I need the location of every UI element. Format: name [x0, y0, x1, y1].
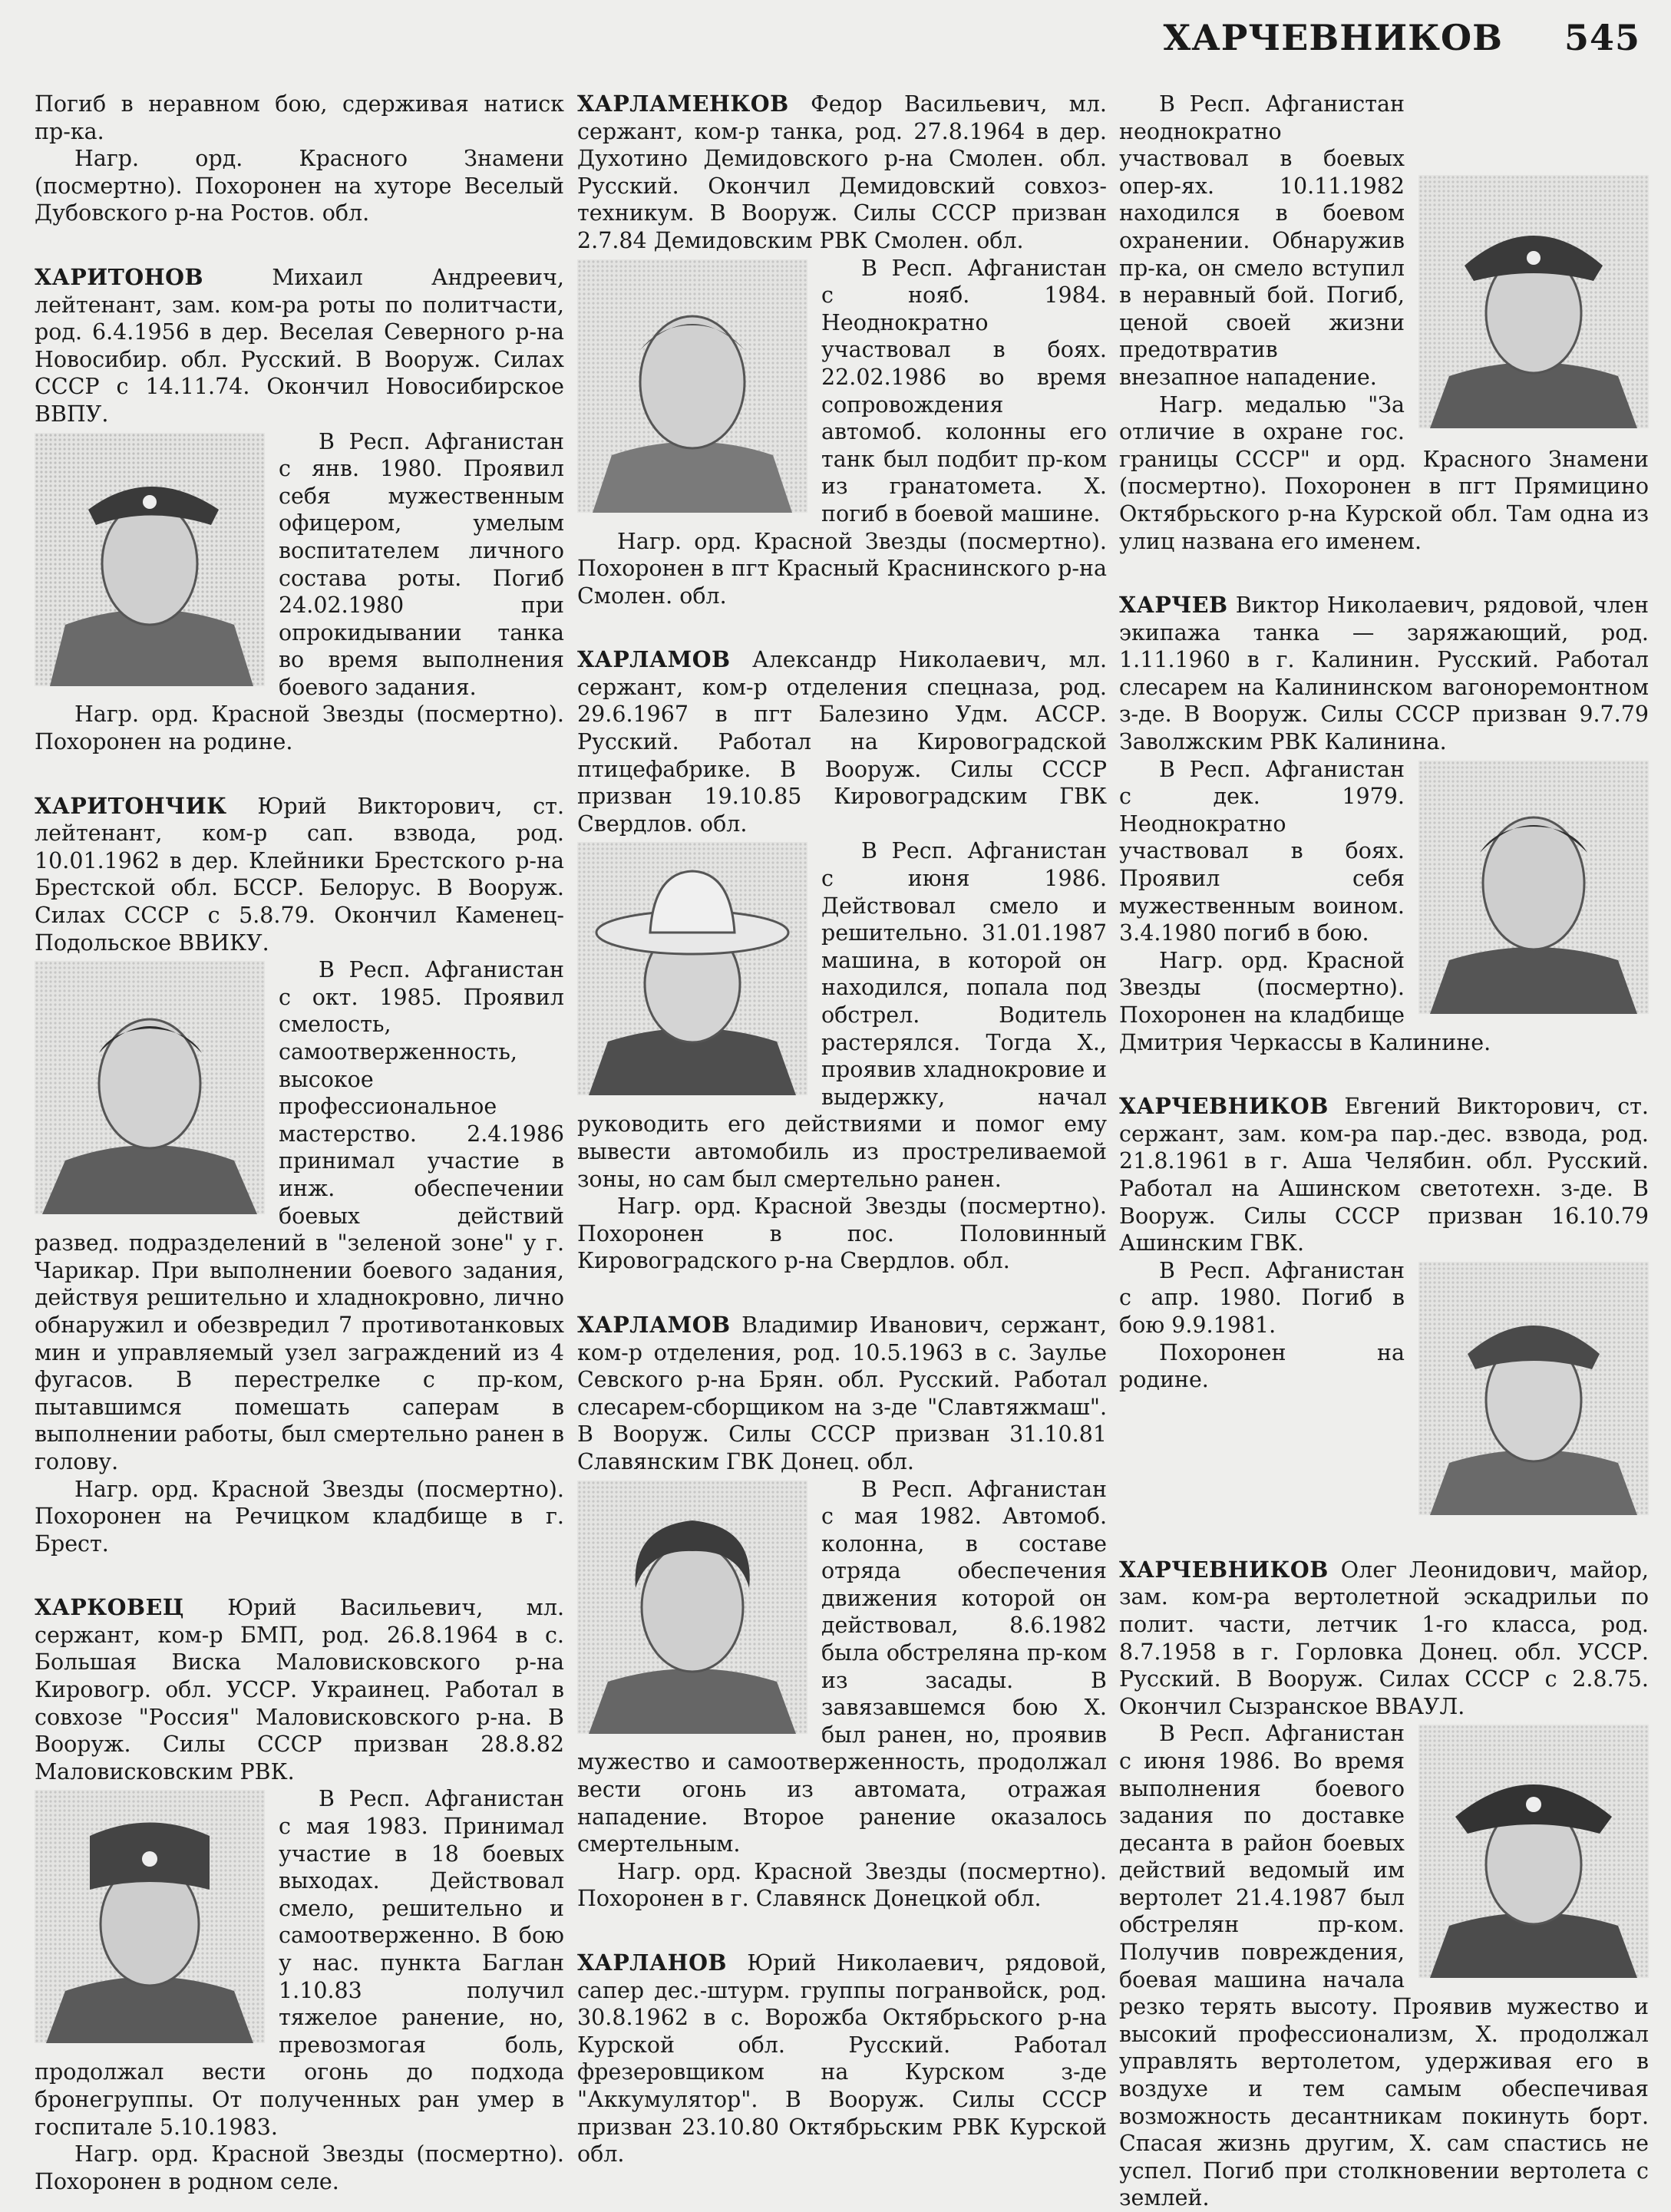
portrait-photo [1418, 175, 1649, 428]
portrait-photo [1418, 1725, 1649, 1978]
entry-surname: ХАРЛАМОВ [577, 646, 731, 673]
entry-paragraph [577, 1950, 1107, 2168]
portrait-photo [1418, 1262, 1649, 1515]
entry-paragraph: Нагр. медалью "За отличие в охране гос. границы СССР" и орд. Красного Знамени (посмертно). Похоронен в пгт Прямицино Октябрьского р-на Курской обл. Там одна из улиц названа его именем. [1119, 391, 1649, 554]
entry-text: Федор Васильевич, мл. сержант, ком-р танка, род. 27.8.1964 в дер. Духотино Демидовского р-на Смолен. обл. Русский. Окончил Демидовский совхоз-техникум. В Вооруж. Силы СССР призван 2.7.84 Демидовским РВК Смолен. обл. [577, 91, 1107, 253]
portrait-photo [1418, 761, 1649, 1014]
entry-paragraph: В Респ. Афганистан с июня 1986. Во время выполнения боевого задания по доставке десанта в район боевых действий ведомый им вертолет 21.4.1987 был обстрелян пр-ком. Получив повреждения, боевая машина начала резко терять высоту. Проявив мужество и высокий профессионализм, Х. продолжал управлять вертолетом, удерживая его в воздухе и тем самым обеспечивая возможность десантникам покинуть борт. Спасая жизнь другим, Х. сам спастись не успел. Погиб при столкновении вертолета с землей. [1119, 1721, 1649, 2211]
entry-text: Юрий Васильевич, мл. сержант, ком-р БМП, род. 26.8.1964 в с. Большая Виска Маловисковского р-на Кировогр. обл. УССР. Украинец. Работал в совхозе "Россия" Маловисковского р-на. В Вооруж. Силы СССР призван 28.8.82 Маловисковским РВК. [35, 1595, 564, 1784]
entry-paragraph [1119, 592, 1649, 756]
entry-kharitonchik [35, 793, 564, 1558]
entry-surname: ХАРИТОНОВ [35, 263, 204, 290]
entry-paragraph: В Респ. Афганистан с нояб. 1984. Неоднократно участвовал в боях. 22.02.1986 во время сопровождения автомоб. колонны его танк был подбит пр-ком из гранатомета. Х. погиб в боевой машине. [821, 255, 1107, 527]
entry-text: Юрий Викторович, ст. лейтенант, ком-р сап. взвода, род. 10.01.1962 в дер. Клейники Брестского р-на Брестской обл. БССР. Белорус. В Вооруж. Силах СССР с 5.8.79. Окончил Каменец-Подольское ВВИКУ. [35, 793, 564, 956]
portrait-image [35, 961, 265, 1214]
entry-paragraph: В Респ. Афганистан с апр. 1980. Погиб в бою 9.9.1981. [1119, 1257, 1405, 1338]
entry-paragraph: Нагр. орд. Красной Звезды (посмертно). Похоронен в пос. Половинный Кировоградского р-на Свердлов. обл. [577, 1193, 1107, 1274]
entry-paragraph [35, 793, 564, 957]
entry-surname: ХАРЛАМОВ [577, 1311, 731, 1338]
entry-paragraph: В Респ. Афганистан с янв. 1980. Проявил себя мужественным офицером, умелым воспитателем личного состава роты. Погиб 24.02.1980 при опрокидывании танка во время выполнения боевого задания. [279, 428, 564, 700]
entry-kharlamenkov [577, 91, 1107, 609]
entry-text: Виктор Николаевич, рядовой, член экипажа танка — заряжающий, род. 1.11.1960 в г. Калинин. Русский. Работал слесарем на Калининском вагоноремонтном з-де. В Вооруж. Силы СССР призван 9.7.79 Заволжским РВК Калинина. [1119, 593, 1649, 755]
entry-surname: ХАРЛАМЕНКОВ [577, 91, 789, 117]
entry-paragraph: Нагр. орд. Красной Звезды (посмертно). Похоронен на кладбище Дмитрия Черкассы в Калинине. [1119, 947, 1491, 1055]
portrait-image [1418, 175, 1649, 428]
entry-text: Юрий Николаевич, рядовой, сапер дес.-штурм. группы погранвойск, род. 30.8.1962 в с. Ворожба Октябрьского р-на Курской обл. Русский. Работал фрезеровщиком на Курском з-де "Аккумулятор". В Вооруж. Силы СССР призван 23.10.80 Октябрьским РВК Курской обл. [577, 1950, 1107, 2167]
entry-paragraph: В Респ. Афганистан с окт. 1985. Проявил смелость, самоотверженность, высокое профессиональное мастерство. 2.4.1986 принимал участие в инж. обеспечении боевых действий развед. подразделений в "зеленой зоне" у г. Чарикар. При выполнении боевого задания, действуя решительно и хладнокровно, лично обнаружил и обезвредил 7 противотанковых мин и управляемый узел заграждений из 4 фугасов. В перестрелке с пр-ком, пытавшимся помешать саперам в выполнении работы, был смертельно ранен в голову. [35, 957, 564, 1474]
entry-paragraph [577, 646, 1107, 837]
portrait-image [1418, 761, 1649, 1014]
entry-paragraph [35, 264, 564, 428]
portrait-photo [35, 961, 265, 1214]
entry-text: Олег Леонидович, майор, зам. ком-ра вертолетной эскадрильи по полит. части, летчик 1-го класса, род. 8.7.1958 в г. Горловка Донец. обл. УССР. Русский. В Вооруж. Силах СССР с 2.8.75. Окончил Сызранское ВВАУЛ. [1119, 1557, 1649, 1719]
entry-paragraph: Нагр. орд. Красной Звезды (посмертно). Похоронен на родине. [35, 702, 564, 755]
entry-paragraph: Нагр. орд. Красного Знамени (посмертно). Похоронен на хуторе Веселый Дубовского р-на Ростов. обл. [35, 146, 564, 226]
portrait-photo [577, 842, 807, 1095]
entry-kharlanov [577, 1950, 1107, 2168]
entry-surname: ХАРЧЕВНИКОВ [1119, 1093, 1329, 1120]
portrait-image [35, 1790, 265, 2043]
entry-kharlamov-a [577, 646, 1107, 1275]
portrait-image [577, 842, 807, 1095]
entry-paragraph [577, 91, 1107, 255]
entry-paragraph [1119, 1557, 1649, 1721]
entry-surname: ХАРКОВЕЦ [35, 1594, 184, 1621]
portrait-image [35, 433, 265, 686]
entry-text: Михаил Андреевич, лейтенант, зам. ком-ра роты по политчасти, род. 6.4.1956 в дер. Веселая Северного р-на Новосибир. обл. Русский. В Вооруж. Силах СССР с 14.11.74. Окончил Новосибирское ВВПУ. [35, 264, 564, 427]
entry-paragraph: Нагр. орд. Красной Звезды (посмертно). Похоронен в родном селе. [35, 2141, 564, 2194]
entry-kharchevnikov-e [1119, 1093, 1649, 1520]
entry-surname: ХАРЛАНОВ [577, 1950, 728, 1976]
portrait-image [1418, 1725, 1649, 1978]
entry-surname: ХАРЧЕВ [1119, 592, 1228, 619]
entry-paragraph: Нагр. орд. Красной Звезды (посмертно). Похоронен в г. Славянск Донецкой обл. [577, 1858, 1107, 1912]
column-2 [577, 91, 1107, 2168]
entry-paragraph: Нагр. орд. Красной Звезды (посмертно). Похоронен на Речицком кладбище в г. Брест. [35, 1476, 564, 1557]
portrait-image [577, 1481, 807, 1734]
page-number: 545 [1564, 17, 1640, 58]
column-3 [1119, 91, 1649, 2212]
entry-paragraph: В Респ. Афганистан с дек. 1979. Неоднократно участвовал в боях. Проявил себя мужественным воином. 3.4.1980 погиб в бою. [1119, 756, 1405, 946]
entry-paragraph: В Респ. Афганистан с мая 1982. Автомоб. колонна, в составе отряда обеспечения движения которой он действовал, 8.6.1982 была обстреляна пр-ком из засады. В завязавшемся бою Х. был ранен, но, проявив мужество и самоотверженность, продолжал вести огонь из автомата, отражая нападение. Второе ранение оказалось смертельным. [577, 1476, 1107, 1857]
entry-surname: ХАРЧЕВНИКОВ [1119, 1556, 1329, 1583]
running-head-title: ХАРЧЕВНИКОВ [1163, 17, 1503, 58]
entry-paragraph: В Респ. Афганистан с мая 1983. Принимал участие в 18 боевых выходах. Действовал смело, решительно и самоотверженно. В бою у нас. пункта Баглан 1.10.83 получил тяжелое ранение, но, превозмогая боль, продолжал вести огонь до подхода бронегруппы. От полученных ран умер в госпитале 5.10.1983. [35, 1786, 564, 2140]
portrait-photo [577, 259, 807, 513]
entry-paragraph: Похоронен на родине. [1119, 1339, 1405, 1393]
entry-paragraph: В Респ. Афганистан неоднократно участвовал в боевых опер-ях. 10.11.1982 находился в боевом охранении. Обнаружив пр-ка, он смело вступил в неравный бой. Погиб, ценой своей жизни предотвратив внезапное нападение. [1119, 91, 1405, 390]
entry-kharlamov-v [577, 1312, 1107, 1913]
portrait-photo [35, 1790, 265, 2043]
running-head [1164, 17, 1640, 58]
entry-kharchev [1119, 592, 1649, 1056]
entry-text: Владимир Иванович, сержант, ком-р отделения, род. 10.5.1963 в с. Заулье Севского р-на Брян. обл. Русский. Работал слесарем-сборщиком на з-де "Славтяжмаш". В Вооруж. Силы СССР призван 31.10.81 Славянским ГВК Донец. обл. [577, 1312, 1107, 1474]
entry-paragraph: В Респ. Афганистан с июня 1986. Действовал смело и решительно. 31.01.1987 машина, в которой он находился, попала под обстрел. Водитель растерялся. Тогда Х., проявив хладнокровие и выдержку, начал руководить его действиями и помог ему вывести автомобиль из простреливаемой зоны, но сам был смертельно ранен. [577, 838, 1107, 1192]
portrait-photo [35, 433, 265, 686]
entry-text: Евгений Викторович, ст. сержант, зам. ком-ра пар.-дес. взвода, род. 21.8.1961 в г. Аша Челябин. обл. Русский. Работал на Ашинском светотехн. з-де. В Вооруж. Силы СССР призван 16.10.79 Ашинским ГВК. [1119, 1094, 1649, 1256]
entry-paragraph [35, 1594, 564, 1785]
entry-surname: ХАРИТОНЧИК [35, 792, 227, 819]
entry-paragraph [1119, 1093, 1649, 1257]
entry-paragraph [577, 1312, 1107, 1476]
portrait-photo [577, 1481, 807, 1734]
entry-kharitonov [35, 264, 564, 756]
entry-text: Александр Николаевич, мл. сержант, ком-р отделения спецназа, род. 29.6.1967 в пгт Балезино Удм. АССР. Русский. Работал на Кировоградской птицефабрике. В Вооруж. Силы СССР призван 19.10.85 Кировоградским ГВК Свердлов. обл. [577, 647, 1107, 837]
portrait-image [1418, 1262, 1649, 1515]
entry-continuation [35, 91, 564, 227]
entry-paragraph: Нагр. орд. Красной Звезды (посмертно). Похоронен в пгт Красный Краснинского р-на Смолен. обл. [577, 528, 1107, 609]
entry-kharkovets [35, 1594, 564, 2195]
entry-kharlanov-continuation [1119, 91, 1649, 555]
portrait-image [577, 259, 807, 513]
column-1 [35, 91, 564, 2195]
entry-paragraph: Погиб в неравном бою, сдерживая натиск пр-ка. [35, 91, 564, 144]
